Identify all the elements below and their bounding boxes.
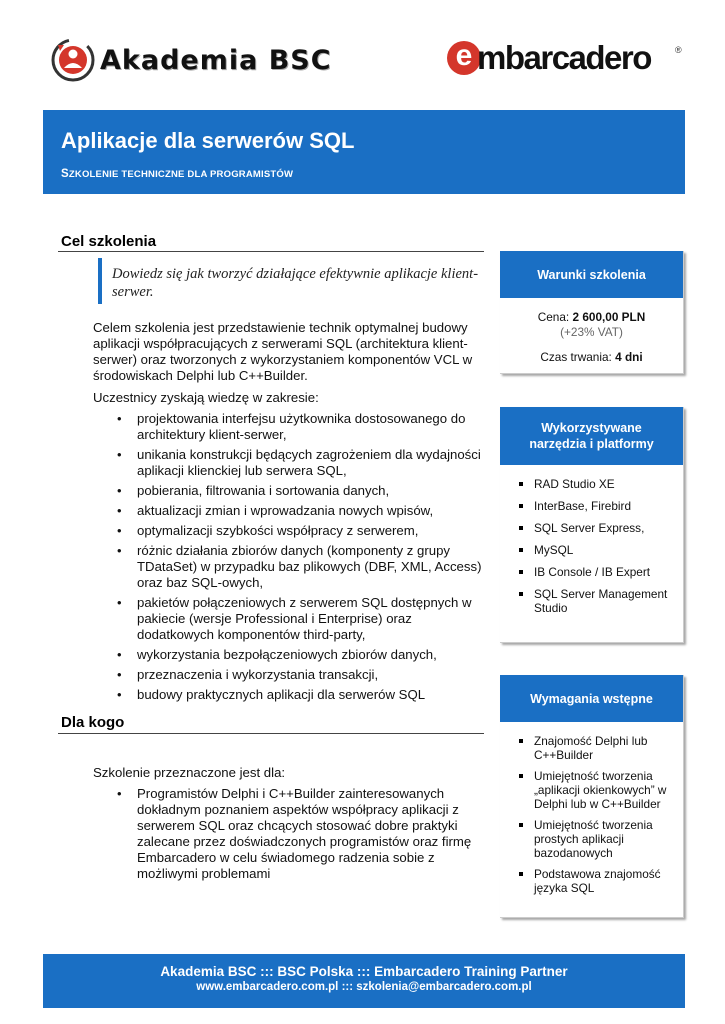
list-item: • budowy praktycznych aplikacji dla serwerów SQL (93, 687, 488, 703)
akademia-bsc-logo (50, 36, 332, 86)
duration-line (508, 350, 675, 365)
list-item: Umiejętność tworzenia prostych aplikacji bazodanowych (508, 818, 675, 860)
requirements-list (508, 734, 675, 895)
tools-box-title: Wykorzystywane narzędzia i platformy (500, 407, 683, 465)
vat-note: (+23% VAT) (560, 325, 623, 339)
section-heading-cel: Cel szkolenia (61, 233, 157, 250)
list-item: • pakietów połączeniowych z serwerem SQL dostępnych w pakiecie (wersje Professional i Enterprise) oraz dodatkowych komponentów third-party, (93, 595, 488, 643)
list-item: • pobierania, filtrowania i sortowania danych, (93, 483, 488, 499)
training-quote: Dowiedz się jak tworzyć działające efektywnie aplikacje klient-serwer. (112, 266, 479, 300)
title-banner (43, 110, 685, 194)
footer-contact: www.embarcadero.com.pl ::: szkolenia@embarcadero.com.pl (196, 981, 532, 993)
page-title: Aplikacje dla serwerów SQL (61, 128, 355, 153)
list-item: • przeznaczenia i wykorzystania transakcji, (93, 667, 488, 683)
requirements-box-title: Wymagania wstępne (500, 675, 683, 722)
audience-list (93, 786, 488, 886)
tools-list (508, 477, 675, 615)
footer-partners: Akademia BSC ::: BSC Polska ::: Embarcadero Training Partner (160, 964, 568, 979)
footer-banner (43, 954, 685, 1008)
conditions-box (500, 251, 684, 374)
tools-box (500, 407, 684, 643)
list-item: • wykorzystania bezpołączeniowych zbiorów danych, (93, 647, 488, 663)
price-line (508, 310, 675, 325)
list-item: • projektowania interfejsu użytkownika dostosowanego do architektury klient-serwer, (93, 411, 488, 443)
duration-value: 4 dni (615, 350, 643, 364)
section-heading-dla-kogo: Dla kogo (61, 714, 125, 731)
list-item: Umiejętność tworzenia „aplikacji okienkowych” w Delphi lub w C++Builder (508, 769, 675, 811)
section-divider (58, 251, 484, 252)
list-item: IB Console / IB Expert (508, 565, 675, 579)
duration-label: Czas trwania: (540, 350, 616, 364)
list-item: MySQL (508, 543, 675, 557)
embarcadero-logo (447, 39, 687, 79)
price-label: Cena: (537, 310, 573, 324)
list-item: SQL Server Management Studio (508, 587, 675, 615)
requirements-box (500, 675, 684, 918)
list-item: • unikania konstrukcji będących zagrożeniem dla wydajności aplikacji klienckiej lub serwera SQL, (93, 447, 488, 479)
audience-lead: Szkolenie przeznaczone jest dla: (93, 765, 286, 780)
list-item: • aktualizacji zmian i wprowadzania nowych wpisów, (93, 503, 488, 519)
akademia-logo-text: Akademia BSC (100, 45, 332, 76)
embarcadero-e-icon: e (447, 41, 481, 75)
embarcadero-logo-text: mbarcadero (477, 39, 651, 76)
page-subtitle: SZKOLENIE TECHNICZNE DLA PROGRAMISTÓW (61, 168, 294, 180)
price-value: 2 600,00 PLN (572, 310, 646, 324)
list-item: InterBase, Firebird (508, 499, 675, 513)
list-item: • Programistów Delphi i C++Builder zainteresowanych dokładnym poznaniem aspektów współpracy aplikacji z serwerem SQL oraz chcących stosować dobre praktyki zalecane przez doświadczonych programistów oraz firmę Embarcadero w celu świadomego radzenia sobie z możliwymi problemami (93, 786, 488, 882)
list-item: Znajomość Delphi lub C++Builder (508, 734, 675, 762)
section-divider (58, 733, 484, 734)
outcomes-lead: Uczestnicy zyskają wiedzę w zakresie: (93, 390, 319, 405)
list-item: • różnic działania zbiorów danych (komponenty z grupy TDataSet) w przypadku baz plikowych (DBF, XML, Access) oraz baz SQL-owych, (93, 543, 488, 591)
outcomes-list (93, 411, 488, 707)
list-item: Podstawowa znajomość języka SQL (508, 867, 675, 895)
list-item: SQL Server Express, (508, 521, 675, 535)
akademia-badge-icon (50, 37, 96, 83)
conditions-box-title: Warunki szkolenia (500, 251, 683, 298)
goal-paragraph: Celem szkolenia jest przedstawienie technik optymalnej budowy aplikacji współpracujących z serwerami SQL (architektura klient-serwer) oraz tworzonych z wykorzystaniem komponentów VCL w środowiskach Delphi lub C++Builder. (93, 320, 473, 383)
list-item: • optymalizacji szybkości współpracy z serwerem, (93, 523, 488, 539)
quote-accent-bar (98, 258, 102, 304)
list-item: RAD Studio XE (508, 477, 675, 491)
registered-mark: ® (675, 45, 682, 55)
